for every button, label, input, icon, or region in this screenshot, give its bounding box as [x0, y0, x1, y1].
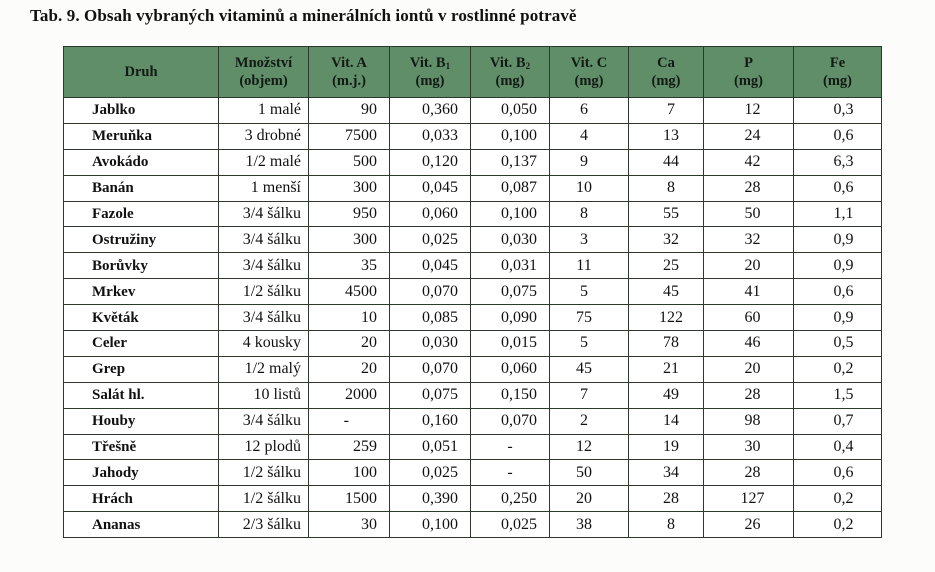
cell-vit_b2: 0,137	[471, 149, 550, 175]
cell-fe: 1,5	[794, 382, 882, 408]
cell-ca: 122	[629, 305, 704, 331]
cell-vit_c: 75	[550, 305, 629, 331]
column-header-unit: (mg)	[415, 73, 445, 89]
column-header-label: Druh	[124, 64, 158, 80]
cell-vit_b2: 0,100	[471, 123, 550, 149]
column-header-label: Vit. C	[570, 55, 608, 71]
cell-p: 41	[704, 279, 794, 305]
column-header-unit: (mg)	[495, 73, 525, 89]
cell-vit_c: 2	[550, 408, 629, 434]
cell-vit_a: 1500	[309, 486, 390, 512]
table-frame	[63, 46, 881, 536]
table-body	[64, 98, 882, 538]
cell-vit_a: 35	[309, 253, 390, 279]
cell-vit_b1: 0,025	[390, 227, 471, 253]
cell-ca: 55	[629, 201, 704, 227]
cell-vit_b1: 0,390	[390, 486, 471, 512]
cell-druh: Avokádo	[64, 149, 219, 175]
cell-vit_a: 20	[309, 356, 390, 382]
column-header-unit: (mg)	[574, 73, 604, 89]
cell-p: 30	[704, 434, 794, 460]
cell-ca: 78	[629, 331, 704, 357]
cell-fe: 0,9	[794, 227, 882, 253]
column-header-subscript: 2	[525, 61, 531, 71]
cell-fe: 0,2	[794, 512, 882, 538]
cell-vit_b1: 0,045	[390, 253, 471, 279]
cell-mnozstvi: 1/2 šálku	[219, 279, 309, 305]
column-header-vit_a	[309, 47, 390, 98]
cell-p: 50	[704, 201, 794, 227]
cell-vit_c: 7	[550, 382, 629, 408]
table-row	[64, 460, 882, 486]
table-row	[64, 201, 882, 227]
cell-vit_b1: 0,160	[390, 408, 471, 434]
cell-vit_b2: 0,250	[471, 486, 550, 512]
cell-fe: 0,7	[794, 408, 882, 434]
cell-fe: 0,6	[794, 460, 882, 486]
cell-druh: Salát hl.	[64, 382, 219, 408]
column-header-label: P	[744, 55, 753, 71]
cell-mnozstvi: 4 kousky	[219, 331, 309, 357]
table-row	[64, 175, 882, 201]
column-header-unit: (mg)	[734, 73, 763, 89]
table-row	[64, 331, 882, 357]
cell-vit_b2: 0,070	[471, 408, 550, 434]
cell-ca: 8	[629, 175, 704, 201]
cell-vit_a: 10	[309, 305, 390, 331]
cell-vit_b2: 0,050	[471, 98, 550, 124]
cell-vit_b1: 0,030	[390, 331, 471, 357]
cell-druh: Květák	[64, 305, 219, 331]
column-header-label: Vit. B	[489, 55, 526, 71]
cell-vit_c: 50	[550, 460, 629, 486]
cell-mnozstvi: 3 drobné	[219, 123, 309, 149]
cell-vit_c: 6	[550, 98, 629, 124]
table-row	[64, 512, 882, 538]
cell-fe: 0,4	[794, 434, 882, 460]
cell-druh: Houby	[64, 408, 219, 434]
cell-fe: 0,9	[794, 253, 882, 279]
cell-ca: 32	[629, 227, 704, 253]
cell-mnozstvi: 1/2 malé	[219, 149, 309, 175]
cell-p: 60	[704, 305, 794, 331]
cell-vit_c: 3	[550, 227, 629, 253]
cell-druh: Celer	[64, 331, 219, 357]
cell-vit_c: 45	[550, 356, 629, 382]
cell-mnozstvi: 2/3 šálku	[219, 512, 309, 538]
cell-mnozstvi: 3/4 šálku	[219, 227, 309, 253]
cell-fe: 0,2	[794, 486, 882, 512]
table-row	[64, 123, 882, 149]
cell-vit_c: 12	[550, 434, 629, 460]
cell-mnozstvi: 1 malé	[219, 98, 309, 124]
cell-mnozstvi: 12 plodů	[219, 434, 309, 460]
cell-p: 42	[704, 149, 794, 175]
column-header-label: Vit. A	[331, 55, 367, 71]
cell-vit_b2: 0,015	[471, 331, 550, 357]
cell-p: 12	[704, 98, 794, 124]
cell-mnozstvi: 1/2 malý	[219, 356, 309, 382]
cell-mnozstvi: 1 menší	[219, 175, 309, 201]
column-header-vit_b2	[471, 47, 550, 98]
cell-vit_b1: 0,051	[390, 434, 471, 460]
table-row	[64, 305, 882, 331]
cell-druh: Banán	[64, 175, 219, 201]
cell-fe: 1,1	[794, 201, 882, 227]
column-header-p	[704, 47, 794, 98]
cell-vit_a: 950	[309, 201, 390, 227]
column-header-label: Vit. B	[409, 55, 446, 71]
cell-ca: 34	[629, 460, 704, 486]
table-header-row	[64, 47, 882, 98]
cell-ca: 28	[629, 486, 704, 512]
cell-mnozstvi: 3/4 šálku	[219, 201, 309, 227]
cell-mnozstvi: 1/2 šálku	[219, 460, 309, 486]
cell-vit_c: 9	[550, 149, 629, 175]
column-header-vit_b1	[390, 47, 471, 98]
table-row	[64, 486, 882, 512]
cell-vit_a: -	[309, 408, 390, 434]
cell-vit_b1: 0,085	[390, 305, 471, 331]
cell-ca: 7	[629, 98, 704, 124]
table-row	[64, 98, 882, 124]
cell-vit_b1: 0,100	[390, 512, 471, 538]
cell-ca: 8	[629, 512, 704, 538]
cell-druh: Hrách	[64, 486, 219, 512]
cell-p: 20	[704, 356, 794, 382]
cell-vit_b1: 0,070	[390, 279, 471, 305]
cell-vit_c: 5	[550, 279, 629, 305]
cell-vit_a: 4500	[309, 279, 390, 305]
table-row	[64, 408, 882, 434]
cell-p: 28	[704, 460, 794, 486]
cell-vit_b1: 0,070	[390, 356, 471, 382]
table-caption: Tab. 9. Obsah vybraných vitaminů a minerálních iontů v rostlinné potravě	[30, 6, 577, 25]
cell-druh: Borůvky	[64, 253, 219, 279]
column-header-label: Množství	[234, 55, 293, 71]
cell-vit_b2: 0,087	[471, 175, 550, 201]
cell-vit_b2: 0,030	[471, 227, 550, 253]
cell-vit_a: 100	[309, 460, 390, 486]
cell-druh: Grep	[64, 356, 219, 382]
cell-mnozstvi: 3/4 šálku	[219, 305, 309, 331]
cell-p: 26	[704, 512, 794, 538]
cell-vit_b1: 0,120	[390, 149, 471, 175]
cell-vit_c: 11	[550, 253, 629, 279]
cell-vit_b2: 0,150	[471, 382, 550, 408]
column-header-fe	[794, 47, 882, 98]
cell-ca: 45	[629, 279, 704, 305]
table-row	[64, 434, 882, 460]
cell-ca: 21	[629, 356, 704, 382]
cell-druh: Fazole	[64, 201, 219, 227]
cell-vit_c: 10	[550, 175, 629, 201]
cell-p: 28	[704, 175, 794, 201]
column-header-unit: (objem)	[239, 73, 288, 89]
cell-vit_b2: -	[471, 434, 550, 460]
cell-druh: Meruňka	[64, 123, 219, 149]
cell-mnozstvi: 10 listů	[219, 382, 309, 408]
column-header-vit_c	[550, 47, 629, 98]
cell-p: 28	[704, 382, 794, 408]
cell-ca: 14	[629, 408, 704, 434]
column-header-druh	[64, 47, 219, 98]
cell-vit_a: 90	[309, 98, 390, 124]
cell-p: 46	[704, 331, 794, 357]
table-row	[64, 253, 882, 279]
cell-vit_c: 4	[550, 123, 629, 149]
cell-vit_b1: 0,075	[390, 382, 471, 408]
table-row	[64, 382, 882, 408]
cell-vit_c: 38	[550, 512, 629, 538]
cell-druh: Jablko	[64, 98, 219, 124]
column-header-label: Fe	[829, 55, 846, 71]
column-header-unit: (mg)	[823, 73, 852, 89]
cell-fe: 0,3	[794, 98, 882, 124]
cell-druh: Jahody	[64, 460, 219, 486]
cell-p: 98	[704, 408, 794, 434]
cell-druh: Ostružiny	[64, 227, 219, 253]
cell-p: 32	[704, 227, 794, 253]
cell-vit_b2: 0,100	[471, 201, 550, 227]
cell-vit_b2: 0,025	[471, 512, 550, 538]
cell-druh: Třešně	[64, 434, 219, 460]
cell-vit_c: 20	[550, 486, 629, 512]
table-row	[64, 227, 882, 253]
nutrition-table	[63, 46, 882, 538]
cell-vit_b1: 0,360	[390, 98, 471, 124]
column-header-unit: (m.j.)	[332, 73, 366, 89]
cell-mnozstvi: 3/4 šálku	[219, 253, 309, 279]
cell-mnozstvi: 1/2 šálku	[219, 486, 309, 512]
cell-ca: 44	[629, 149, 704, 175]
cell-vit_a: 300	[309, 227, 390, 253]
cell-fe: 0,5	[794, 331, 882, 357]
column-header-ca	[629, 47, 704, 98]
cell-vit_b1: 0,060	[390, 201, 471, 227]
cell-ca: 49	[629, 382, 704, 408]
cell-vit_a: 259	[309, 434, 390, 460]
cell-fe: 0,2	[794, 356, 882, 382]
cell-vit_a: 2000	[309, 382, 390, 408]
cell-vit_c: 5	[550, 331, 629, 357]
cell-vit_b2: 0,031	[471, 253, 550, 279]
cell-vit_a: 20	[309, 331, 390, 357]
column-header-subscript: 1	[445, 61, 451, 71]
cell-p: 127	[704, 486, 794, 512]
cell-vit_b1: 0,045	[390, 175, 471, 201]
cell-druh: Ananas	[64, 512, 219, 538]
table-row	[64, 356, 882, 382]
cell-vit_a: 7500	[309, 123, 390, 149]
cell-ca: 25	[629, 253, 704, 279]
cell-ca: 13	[629, 123, 704, 149]
cell-vit_b2: 0,090	[471, 305, 550, 331]
cell-vit_b1: 0,033	[390, 123, 471, 149]
cell-p: 24	[704, 123, 794, 149]
cell-fe: 0,6	[794, 123, 882, 149]
cell-p: 20	[704, 253, 794, 279]
column-header-unit: (mg)	[651, 73, 681, 89]
cell-fe: 0,6	[794, 279, 882, 305]
table-row	[64, 149, 882, 175]
cell-vit_a: 30	[309, 512, 390, 538]
cell-vit_a: 300	[309, 175, 390, 201]
cell-vit_c: 8	[550, 201, 629, 227]
cell-druh: Mrkev	[64, 279, 219, 305]
column-header-mnozstvi	[219, 47, 309, 98]
table-row	[64, 279, 882, 305]
cell-ca: 19	[629, 434, 704, 460]
cell-vit_b2: -	[471, 460, 550, 486]
cell-vit_b2: 0,075	[471, 279, 550, 305]
cell-vit_a: 500	[309, 149, 390, 175]
column-header-label: Ca	[657, 55, 675, 71]
cell-vit_b2: 0,060	[471, 356, 550, 382]
cell-fe: 0,9	[794, 305, 882, 331]
cell-fe: 0,6	[794, 175, 882, 201]
cell-fe: 6,3	[794, 149, 882, 175]
cell-vit_b1: 0,025	[390, 460, 471, 486]
cell-mnozstvi: 3/4 šálku	[219, 408, 309, 434]
